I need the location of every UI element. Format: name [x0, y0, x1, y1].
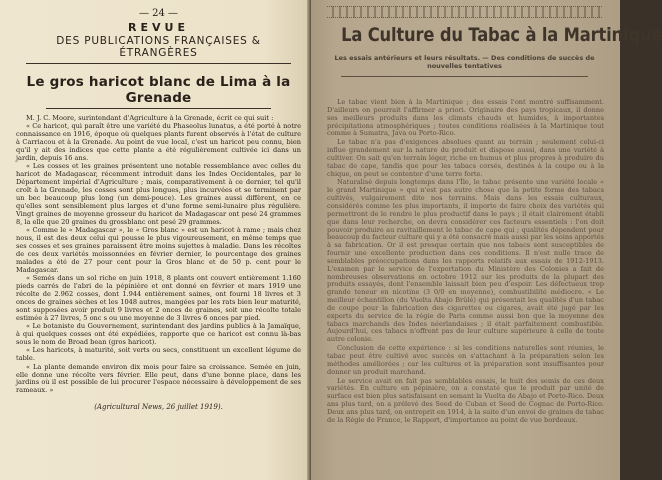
header-rule	[26, 63, 291, 64]
right-page	[311, 0, 662, 480]
paragraph: « Ce haricot, qui paraît être une variété du Phaseolus lunatus, a été porté à notre connaissance en 1916, époque où quelques plants furent observés à l'état de culture à Carriacou et à la Grenade. Au point de vue local, c'est un haricot peu connu, bien qu'il y ait des indices que cette plante a été régulièrement cultivée ici dans un jardin, depuis 16 ans.	[16, 122, 301, 163]
title-rule	[46, 108, 271, 109]
journal-subtitle: DES PUBLICATIONS FRANÇAISES & ÉTRANGÈRES	[56, 35, 261, 59]
page-number: — 24 —	[138, 8, 179, 19]
paragraph: « La plante demande environ dix mois pour faire sa croissance. Semée en juin, elle donne une récolte vers février. Elle peut, dans d'une bonne place, dans les jardins où il est possible de lui procurer l'espace nécessaire à développement de ses rameaux. »	[16, 362, 301, 395]
article-body-tabac	[327, 99, 604, 425]
journal-title: REVUE	[128, 21, 189, 34]
paragraph: « Comme le « Madagascar », le « Gros blanc » est un haricot à rame ; mais chez nous, il est des deux celui qui pousse le plus vigoureusement, en même temps que ses cosses et ses graines paraissent être moins sujettes à maladie. Dans les récoltes de ces deux variétés moissonnées en février dernier, le pourcentage des graines malades a été de 27 pour cent pour la Gros blanc et de 50 p. cent pour le Madagascar.	[16, 226, 301, 274]
paragraph: Conclusion de cette expérience : si les conditions naturelles sont réunies, le tabac peut être cultivé avec succès en s'attachant à la préparation selon les méthodes améliorées ; car les cultures et la préparation sont insuffisantes pour donner un produit marchand.	[327, 344, 604, 376]
paragraph: Naturalisé depuis longtemps dans l'Île, le tabac présente une variété locale « le grand Martinique » qui n'est pas autre chose que la petite forme des tabacs cultivés, vulgairement dite nos terrains. Mais dans les essais culturaux, considérés comme les plus importants, il importe de faire choix des variétés qui permettront de le rendre le plus productif dans le pays ; il était clairement établi que dans leur recherche, on devra considérer ces facteurs essentiels : l'on doit pouvoir produire au ravitaillement le tabac de cape qui ; qualités dépendent pour beaucoup du facteur culture qui y a été consacré mais aussi par les soins apportés à sa fabrication. Or il est presque certain que nos tabacs sont susceptibles de fournir une excellente production dans ces conditions. Il n'est nulle trace de semblables préoccupations dans les rapports relatifs aux essais de 1912-1913. L'examen par le service de l'exportation du Ministère des Colonies a fait de nombreuses observations en octobre 1912 sur les produits de la plupart des produits essayés, dont l'ensemble laissait bien peu d'espoir. Les défectueux trop grande teneur en nicotine (3 0/0 en moyenne), combustibilité médiocre. « Le meilleur échantillon (du Vuelta Abajo Brûlé) qui présentait les qualités d'un tabac de coupe pour la fabrication des cigarettes ou cigares, avait été jugé par les experts du service de la régie de Paris comme aussi bon que la moyenne des tabacs marchands des Indes néerlandaises ; il était parfaitement combustible. Aujourd'hui, ces tabacs n'offrent pas de leur culture supérieure à celle de toute autre colonie.	[327, 178, 604, 344]
article-title-haricot: Le gros haricot blanc de Lima à la Grenade	[26, 74, 291, 106]
paragraph: M. J. C. Moore, surintendant d'Agriculture à la Grenade, écrit ce qui suit :	[26, 114, 274, 122]
article-body-haricot	[16, 115, 301, 395]
article-subtitle-tabac: Les essais antérieurs et leurs résultats. — Des conditions de succès de nouvelles tentatives	[334, 54, 595, 70]
paragraph: « Le botaniste du Gouvernement, surintendant des jardins publics à la Jamaïque, à qui quelques cosses ont été expédiées, rapporte que ce haricot est connu là-bas sous le nom de Broad bean (gros haricot).	[16, 322, 301, 346]
paragraph: « Semés dans un sol riche en juin 1918, 8 plants ont couvert entièrement 1.160 pieds carrés de l'abri de la pépinière et ont donné en février et mars 1919 une récolte de 2.962 cosses, dont 1.944 entièrement saines, ont fourni 18 livres et 3 onces de graines sèches et les 1048 autres, mangées par les rats bien leur maturité, sont supposées avoir produit 9 livres et 2 onces de graines, soit une récolte totale estimée à 27 livres, 5 onc s ou une moyenne de 3 livres 6 onces par pied.	[16, 274, 301, 322]
paragraph: Le service avait en fait pas semblables essais, le huit des semis de ces deux variétés. En culture en pépinière, on a constaté que le produit par unité de surface est bien plus satisfaisant en semant la Vuelta de Abajo et Porto-Rico. Deux ans plus tard, on a prélevé des Seed de Cuban et Seed de Cognac de Porto-Rico. Deux ans plus tard, on entreprit en 1914, à la suite d'un envoi de graines de tabac de la Régie de France, le Rapport, d'importance au point de vue bordeaux.	[327, 376, 604, 424]
paragraph: « Les haricots, à maturité, soit verts ou secs, constituent un excellent légume de table.	[16, 346, 301, 363]
article-title-tabac: La Culture du Tabac à la Martinique	[341, 24, 662, 46]
decorative-border	[327, 6, 602, 18]
paragraph: « Les cosses et les graines présentent une notable ressemblance avec celles du haricot de Madagascar, récemment introduit dans les Indes Occidentales, par le Département impérial d'Agriculture ; mais, comparativement à ce dernier, tel qu'il croît à la Grenade, les cosses sont plus longues, plus incurvées et se terminent par un bec beaucoup plus long (un demi-pouce). Les graines aussi diffèrent, en ce qu'elles sont sensiblement plus larges et d'une forme semi-lunaire plus régulière. Vingt graines de moyenne grosseur du haricot de Madagascar ont pesé 24 grammes 8, la elle que 20 graines du grossblanc ont pesé 29 grammes.	[16, 162, 301, 226]
title-rule	[341, 76, 588, 77]
paragraph: Le tabac n'a pas d'exigences absolues quant au terrain ; seulement celui-ci influe grandement sur la nature du produit et dispose aussi, dans une variété à cultiver. On sait qu'en terrain léger, riche en humus et plus propres à produire du tabac de cape, tandis que pour les tabacs corsés, destinés à la coupe ou à la chique, on peut se contenter d'une terre forte.	[327, 138, 604, 178]
source-attribution: (Agricultural News, 26 juillet 1919).	[94, 403, 223, 412]
left-page	[0, 0, 311, 480]
paragraph: Le tabac vient bien à la Martinique ; des essais l'ont montré suffisamment. D'ailleurs on pourrait l'affirmer a priori. Originaire des pays tropicaux, il donne ses meilleurs produits dans les climats chauds et humides, à importantes précipitations atmosphériques ; toutes conditions réalisées à la Martinique tout comme à Sumatra, Java ou Porto-Rico.	[327, 98, 604, 138]
